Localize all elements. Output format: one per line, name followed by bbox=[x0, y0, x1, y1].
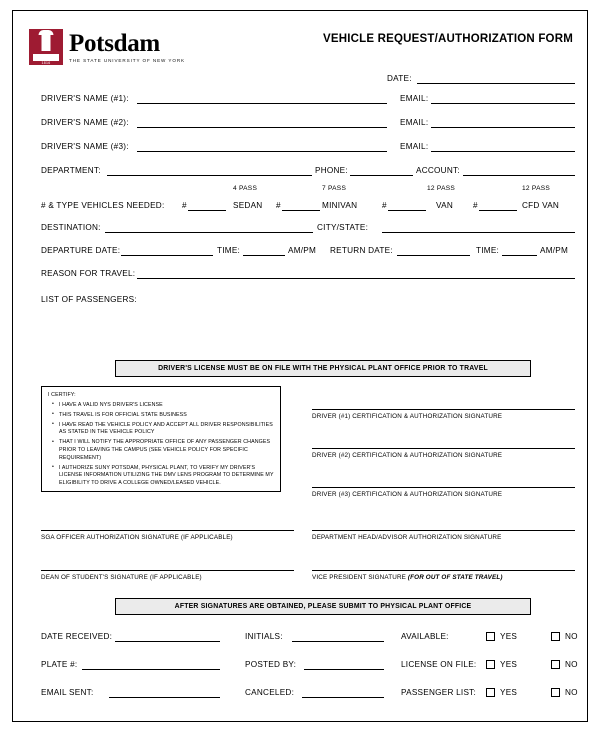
driver3-label: DRIVER'S NAME (#3): bbox=[41, 142, 129, 151]
return-date-label: RETURN DATE: bbox=[330, 246, 393, 255]
city-state-input[interactable] bbox=[382, 232, 575, 233]
return-time-label: TIME: bbox=[476, 246, 500, 255]
office-row-3 bbox=[27, 685, 578, 709]
phone-input[interactable] bbox=[350, 175, 413, 176]
office-row-1 bbox=[27, 629, 578, 657]
dean-signature-line[interactable] bbox=[41, 570, 294, 571]
authorization-signature-row bbox=[27, 526, 573, 566]
destination-label: DESTINATION: bbox=[41, 223, 101, 232]
email2-label: EMAIL: bbox=[400, 118, 429, 127]
certify-item: • THAT I WILL NOTIFY THE APPROPRIATE OFFICE OF ANY PASSENGER CHANGES PRIOR TO LEAVING THE CAMPUS (SEE VEHICLE POLICY FOR SPECIFIC REQUIREMENT) bbox=[55, 439, 274, 462]
logo-year: 1816 bbox=[41, 61, 51, 65]
plate-input[interactable] bbox=[82, 669, 220, 670]
driver2-input[interactable] bbox=[137, 127, 387, 128]
driver2-signature-line[interactable] bbox=[312, 448, 575, 449]
departure-time-label: TIME: bbox=[217, 246, 241, 255]
passenger-yes-label: YES bbox=[500, 688, 518, 697]
passengers-row bbox=[27, 292, 573, 308]
hash-4: # bbox=[473, 201, 478, 210]
vehicle-type-4: CFD VAN bbox=[522, 201, 560, 210]
submit-banner: AFTER SIGNATURES ARE OBTAINED, PLEASE SUBMIT TO PHYSICAL PLANT OFFICE bbox=[115, 598, 531, 615]
hash-3: # bbox=[382, 201, 387, 210]
canceled-input[interactable] bbox=[302, 697, 384, 698]
passenger-no-label: NO bbox=[565, 688, 578, 697]
passenger-no-checkbox[interactable] bbox=[551, 688, 560, 697]
vehicle-count-4[interactable] bbox=[479, 210, 517, 211]
departure-date-input[interactable] bbox=[121, 255, 213, 256]
hash-2: # bbox=[276, 201, 281, 210]
destination-input[interactable] bbox=[105, 232, 313, 233]
email3-input[interactable] bbox=[431, 151, 575, 152]
driver1-row bbox=[27, 91, 573, 115]
certify-item: • I HAVE READ THE VEHICLE POLICY AND ACCEPT ALL DRIVER RESPONSIBILITIES AS STATED IN THE VEHICLE POLICY bbox=[55, 422, 274, 437]
sga-signature-caption: SGA OFFICER AUTHORIZATION SIGNATURE (IF APPLICABLE) bbox=[41, 534, 233, 541]
dean-signature-caption: DEAN OF STUDENT'S SIGNATURE (IF APPLICABLE) bbox=[41, 574, 202, 581]
department-input[interactable] bbox=[107, 175, 312, 176]
reason-input[interactable] bbox=[137, 278, 575, 279]
vehicle-type-1: SEDAN bbox=[233, 201, 263, 210]
vehicle-count-2[interactable] bbox=[282, 210, 320, 211]
certify-item: • THIS TRAVEL IS FOR OFFICIAL STATE BUSINESS bbox=[55, 412, 274, 420]
logo-tagline: THE STATE UNIVERSITY OF NEW YORK bbox=[69, 58, 186, 63]
form-page bbox=[12, 10, 588, 722]
driver1-input[interactable] bbox=[137, 103, 387, 104]
vehicles-needed-label: # & TYPE VEHICLES NEEDED: bbox=[41, 201, 165, 210]
department-label: DEPARTMENT: bbox=[41, 166, 101, 175]
driver3-row bbox=[27, 139, 573, 163]
dept-head-signature-line[interactable] bbox=[312, 530, 575, 531]
office-row-2 bbox=[27, 657, 578, 685]
return-date-input[interactable] bbox=[397, 255, 470, 256]
driver3-input[interactable] bbox=[137, 151, 387, 152]
license-yes-label: YES bbox=[500, 660, 518, 669]
logo-name: Potsdam bbox=[69, 30, 160, 57]
vp-signature-line[interactable] bbox=[312, 570, 575, 571]
department-row bbox=[27, 163, 573, 185]
vehicle-cap-1: 4 PASS bbox=[233, 185, 258, 192]
license-no-label: NO bbox=[565, 660, 578, 669]
driver1-signature-caption: DRIVER (#1) CERTIFICATION & AUTHORIZATION SIGNATURE bbox=[312, 413, 503, 420]
office-use-grid bbox=[27, 629, 578, 709]
license-no-checkbox[interactable] bbox=[551, 660, 560, 669]
passengers-label: LIST OF PASSENGERS: bbox=[41, 295, 137, 304]
date-received-label: DATE RECEIVED: bbox=[41, 632, 113, 641]
departure-row bbox=[27, 243, 573, 266]
driver1-label: DRIVER'S NAME (#1): bbox=[41, 94, 129, 103]
driver2-row bbox=[27, 115, 573, 139]
email3-label: EMAIL: bbox=[400, 142, 429, 151]
vehicle-capacity-row bbox=[27, 185, 573, 198]
date-label: DATE: bbox=[387, 74, 412, 83]
departure-date-label: DEPARTURE DATE: bbox=[41, 246, 121, 255]
dean-vp-signature-row bbox=[27, 566, 573, 598]
initials-input[interactable] bbox=[292, 641, 384, 642]
date-row bbox=[27, 71, 573, 91]
passenger-yes-checkbox[interactable] bbox=[486, 688, 495, 697]
potsdam-shield-icon bbox=[29, 29, 63, 65]
account-input[interactable] bbox=[463, 175, 575, 176]
return-ampm-label: AM/PM bbox=[540, 246, 569, 255]
available-no-checkbox[interactable] bbox=[551, 632, 560, 641]
passengers-space[interactable] bbox=[27, 308, 573, 360]
vehicle-cap-4: 12 PASS bbox=[522, 185, 551, 192]
departure-time-input[interactable] bbox=[243, 255, 285, 256]
page-title: VEHICLE REQUEST/AUTHORIZATION FORM bbox=[322, 33, 573, 45]
certification-box bbox=[41, 386, 281, 492]
form-body bbox=[27, 23, 578, 715]
certify-list bbox=[48, 402, 274, 488]
reason-row bbox=[27, 266, 573, 292]
reason-label: REASON FOR TRAVEL: bbox=[41, 269, 136, 278]
vp-signature-note: (FOR OUT OF STATE TRAVEL) bbox=[407, 574, 503, 581]
vp-signature-caption bbox=[312, 574, 503, 581]
driver3-signature-caption: DRIVER (#3) CERTIFICATION & AUTHORIZATION SIGNATURE bbox=[312, 491, 503, 498]
potsdam-logo bbox=[29, 29, 185, 65]
city-state-label: CITY/STATE: bbox=[317, 223, 369, 232]
departure-ampm-label: AM/PM bbox=[288, 246, 317, 255]
license-banner: DRIVER'S LICENSE MUST BE ON FILE WITH THE PHYSICAL PLANT OFFICE PRIOR TO TRAVEL bbox=[115, 360, 531, 377]
email2-input[interactable] bbox=[431, 127, 575, 128]
passenger-list-label: PASSENGER LIST: bbox=[401, 688, 477, 697]
posted-by-input[interactable] bbox=[304, 669, 384, 670]
posted-by-label: POSTED BY: bbox=[245, 660, 297, 669]
vehicle-type-3: VAN bbox=[436, 201, 453, 210]
return-time-input[interactable] bbox=[502, 255, 537, 256]
driver1-signature-line[interactable] bbox=[312, 409, 575, 410]
phone-label: PHONE: bbox=[315, 166, 348, 175]
license-on-file-label: LICENSE ON FILE: bbox=[401, 660, 477, 669]
email-sent-label: EMAIL SENT: bbox=[41, 688, 94, 697]
certify-signature-block bbox=[27, 386, 573, 526]
vehicle-count-1[interactable] bbox=[188, 210, 226, 211]
sga-signature-line[interactable] bbox=[41, 530, 294, 531]
canceled-label: CANCELED: bbox=[245, 688, 295, 697]
available-label: AVAILABLE: bbox=[401, 632, 449, 641]
available-yes-checkbox[interactable] bbox=[486, 632, 495, 641]
certify-item: • I AUTHORIZE SUNY POTSDAM, PHYSICAL PLANT, TO VERIFY MY DRIVER'S LICENSE INFORMATION UTILIZING THE DMV LENS PROGRAM TO DETERMINE MY ELIGIBILITY TO DRIVE A COLLEGE OWNED/LEASED VEHICLE. bbox=[55, 465, 274, 488]
dept-head-signature-caption: DEPARTMENT HEAD/ADVISOR AUTHORIZATION SIGNATURE bbox=[312, 534, 502, 541]
date-received-input[interactable] bbox=[115, 641, 220, 642]
certify-heading: I CERTIFY: bbox=[48, 392, 76, 398]
plate-label: PLATE #: bbox=[41, 660, 78, 669]
form-header bbox=[27, 23, 573, 71]
driver2-signature-caption: DRIVER (#2) CERTIFICATION & AUTHORIZATION SIGNATURE bbox=[312, 452, 503, 459]
email-sent-input[interactable] bbox=[109, 697, 220, 698]
license-yes-checkbox[interactable] bbox=[486, 660, 495, 669]
email1-input[interactable] bbox=[431, 103, 575, 104]
email1-label: EMAIL: bbox=[400, 94, 429, 103]
vehicle-type-2: MINIVAN bbox=[322, 201, 358, 210]
vehicles-needed-row bbox=[27, 198, 573, 220]
vp-signature-text: VICE PRESIDENT SIGNATURE bbox=[312, 574, 406, 581]
date-input[interactable] bbox=[417, 83, 575, 84]
vehicle-cap-2: 7 PASS bbox=[322, 185, 347, 192]
available-yes-label: YES bbox=[500, 632, 518, 641]
vehicle-count-3[interactable] bbox=[388, 210, 426, 211]
destination-row bbox=[27, 220, 573, 243]
driver2-label: DRIVER'S NAME (#2): bbox=[41, 118, 129, 127]
hash-1: # bbox=[182, 201, 187, 210]
driver3-signature-line[interactable] bbox=[312, 487, 575, 488]
available-no-label: NO bbox=[565, 632, 578, 641]
account-label: ACCOUNT: bbox=[416, 166, 460, 175]
certify-item: • I HAVE A VALID NYS DRIVER'S LICENSE bbox=[55, 402, 274, 410]
vehicle-cap-3: 12 PASS bbox=[427, 185, 456, 192]
initials-label: INITIALS: bbox=[245, 632, 283, 641]
